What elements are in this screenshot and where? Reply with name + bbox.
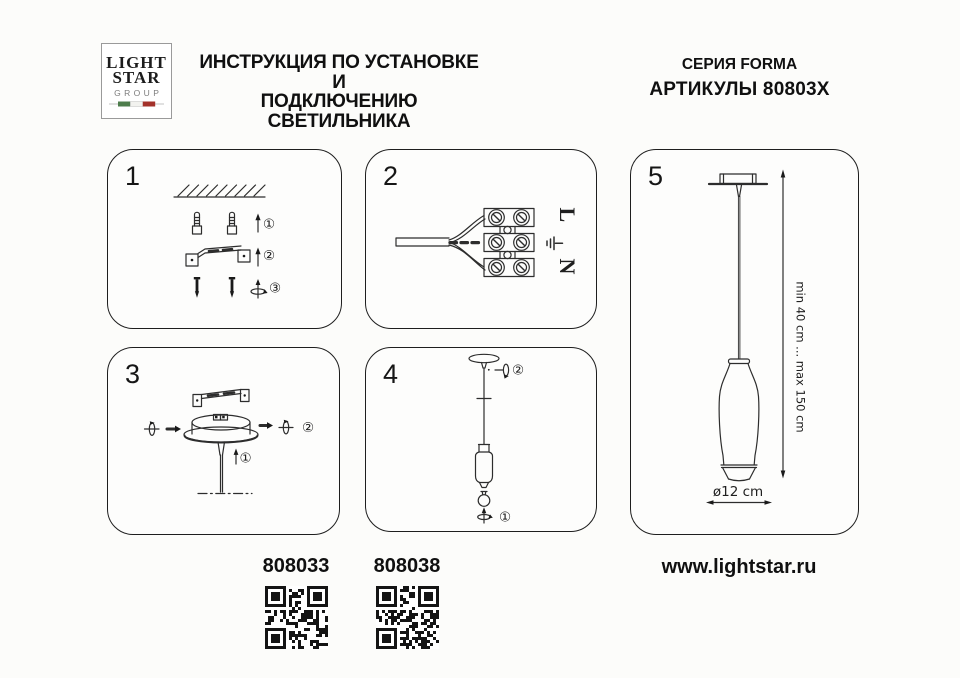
panel-3-number: 3: [125, 359, 141, 389]
screw-rotation-icon: [279, 421, 293, 434]
qr-code: [265, 586, 328, 649]
panel-4-diagram: [366, 348, 596, 531]
panel-2-diagram: [366, 150, 596, 328]
step-panel-5: [630, 149, 859, 535]
italian-flag-icon: [109, 101, 164, 107]
panel-4-number: 4: [383, 359, 399, 389]
lamp-holder-icon: [476, 445, 493, 488]
document-title-line2: ПОДКЛЮЧЕНИЮ СВЕТИЛЬНИКА: [260, 91, 418, 132]
terminal-label-neutral: N: [555, 258, 580, 275]
article-block-808038: [347, 555, 467, 649]
ceiling-hatch-icon: [174, 185, 265, 197]
ceiling-canopy-icon: [709, 174, 767, 197]
light-bulb-icon: [478, 492, 490, 507]
step-2-marker: ②: [511, 362, 525, 379]
step-1-marker: ①: [498, 509, 512, 526]
step-2-marker: ②: [301, 420, 315, 436]
panel-1-number: 1: [125, 161, 141, 191]
panel-5-number: 5: [648, 161, 664, 191]
panel-2-number: 2: [383, 161, 399, 191]
articles-code: АРТИКУЛЫ 80803X: [649, 79, 830, 100]
article-block-808033: [236, 555, 356, 649]
step-3-marker: ③: [268, 280, 282, 297]
height-dimension-label: min 40 cm ... max 150 cm: [793, 281, 808, 433]
series-name: СЕРИЯ FORMA: [681, 56, 798, 73]
earth-symbol-icon: [547, 237, 563, 250]
terminal-block-icon: [484, 209, 534, 277]
screw-rotation-icon: [251, 283, 265, 298]
qr-code: [376, 586, 439, 649]
lightstar-logo: [101, 43, 172, 119]
suspension-cord: [738, 197, 740, 360]
document-title-line1: ИНСТРУКЦИЯ ПО УСТАНОВКЕ И: [199, 52, 479, 93]
website-url: www.lightstar.ru: [661, 556, 817, 578]
suspension-cord: [218, 442, 225, 492]
step-2-marker: ②: [262, 248, 276, 264]
panel-5-diagram: [631, 150, 858, 534]
wall-anchor-icon: [228, 212, 237, 234]
logo-group: GROUP: [114, 88, 163, 98]
step-panel-4: [365, 347, 597, 532]
mounting-bracket-icon: [186, 246, 250, 266]
mounting-bracket-icon: [193, 390, 249, 407]
series-block: [637, 56, 842, 101]
screw-icon: [194, 277, 200, 298]
step-panel-1: [107, 149, 342, 329]
article-number: 808038: [373, 555, 441, 577]
panel-1-diagram: [108, 150, 341, 328]
wall-anchor-icon: [193, 212, 202, 234]
diameter-dimension-label: ø12 cm: [712, 484, 764, 500]
ceiling-canopy-icon: [184, 415, 258, 443]
screw-icon: [229, 277, 235, 298]
terminal-label-live: L: [555, 207, 580, 223]
document-title: [193, 53, 485, 131]
step-1-marker: ①: [239, 450, 252, 467]
screw-rotation-icon: [495, 364, 509, 376]
glass-shade-icon: [719, 359, 759, 481]
step-panel-2: [365, 149, 597, 329]
ceiling-canopy-icon: [469, 354, 499, 368]
article-number: 808033: [262, 555, 330, 577]
step-1-marker: ①: [262, 216, 276, 233]
screw-rotation-icon: [145, 423, 160, 436]
logo-light: LIGHT: [106, 53, 167, 72]
logo-star: STAR: [112, 68, 161, 87]
step-panel-3: [107, 347, 340, 535]
panel-3-diagram: [108, 348, 339, 534]
